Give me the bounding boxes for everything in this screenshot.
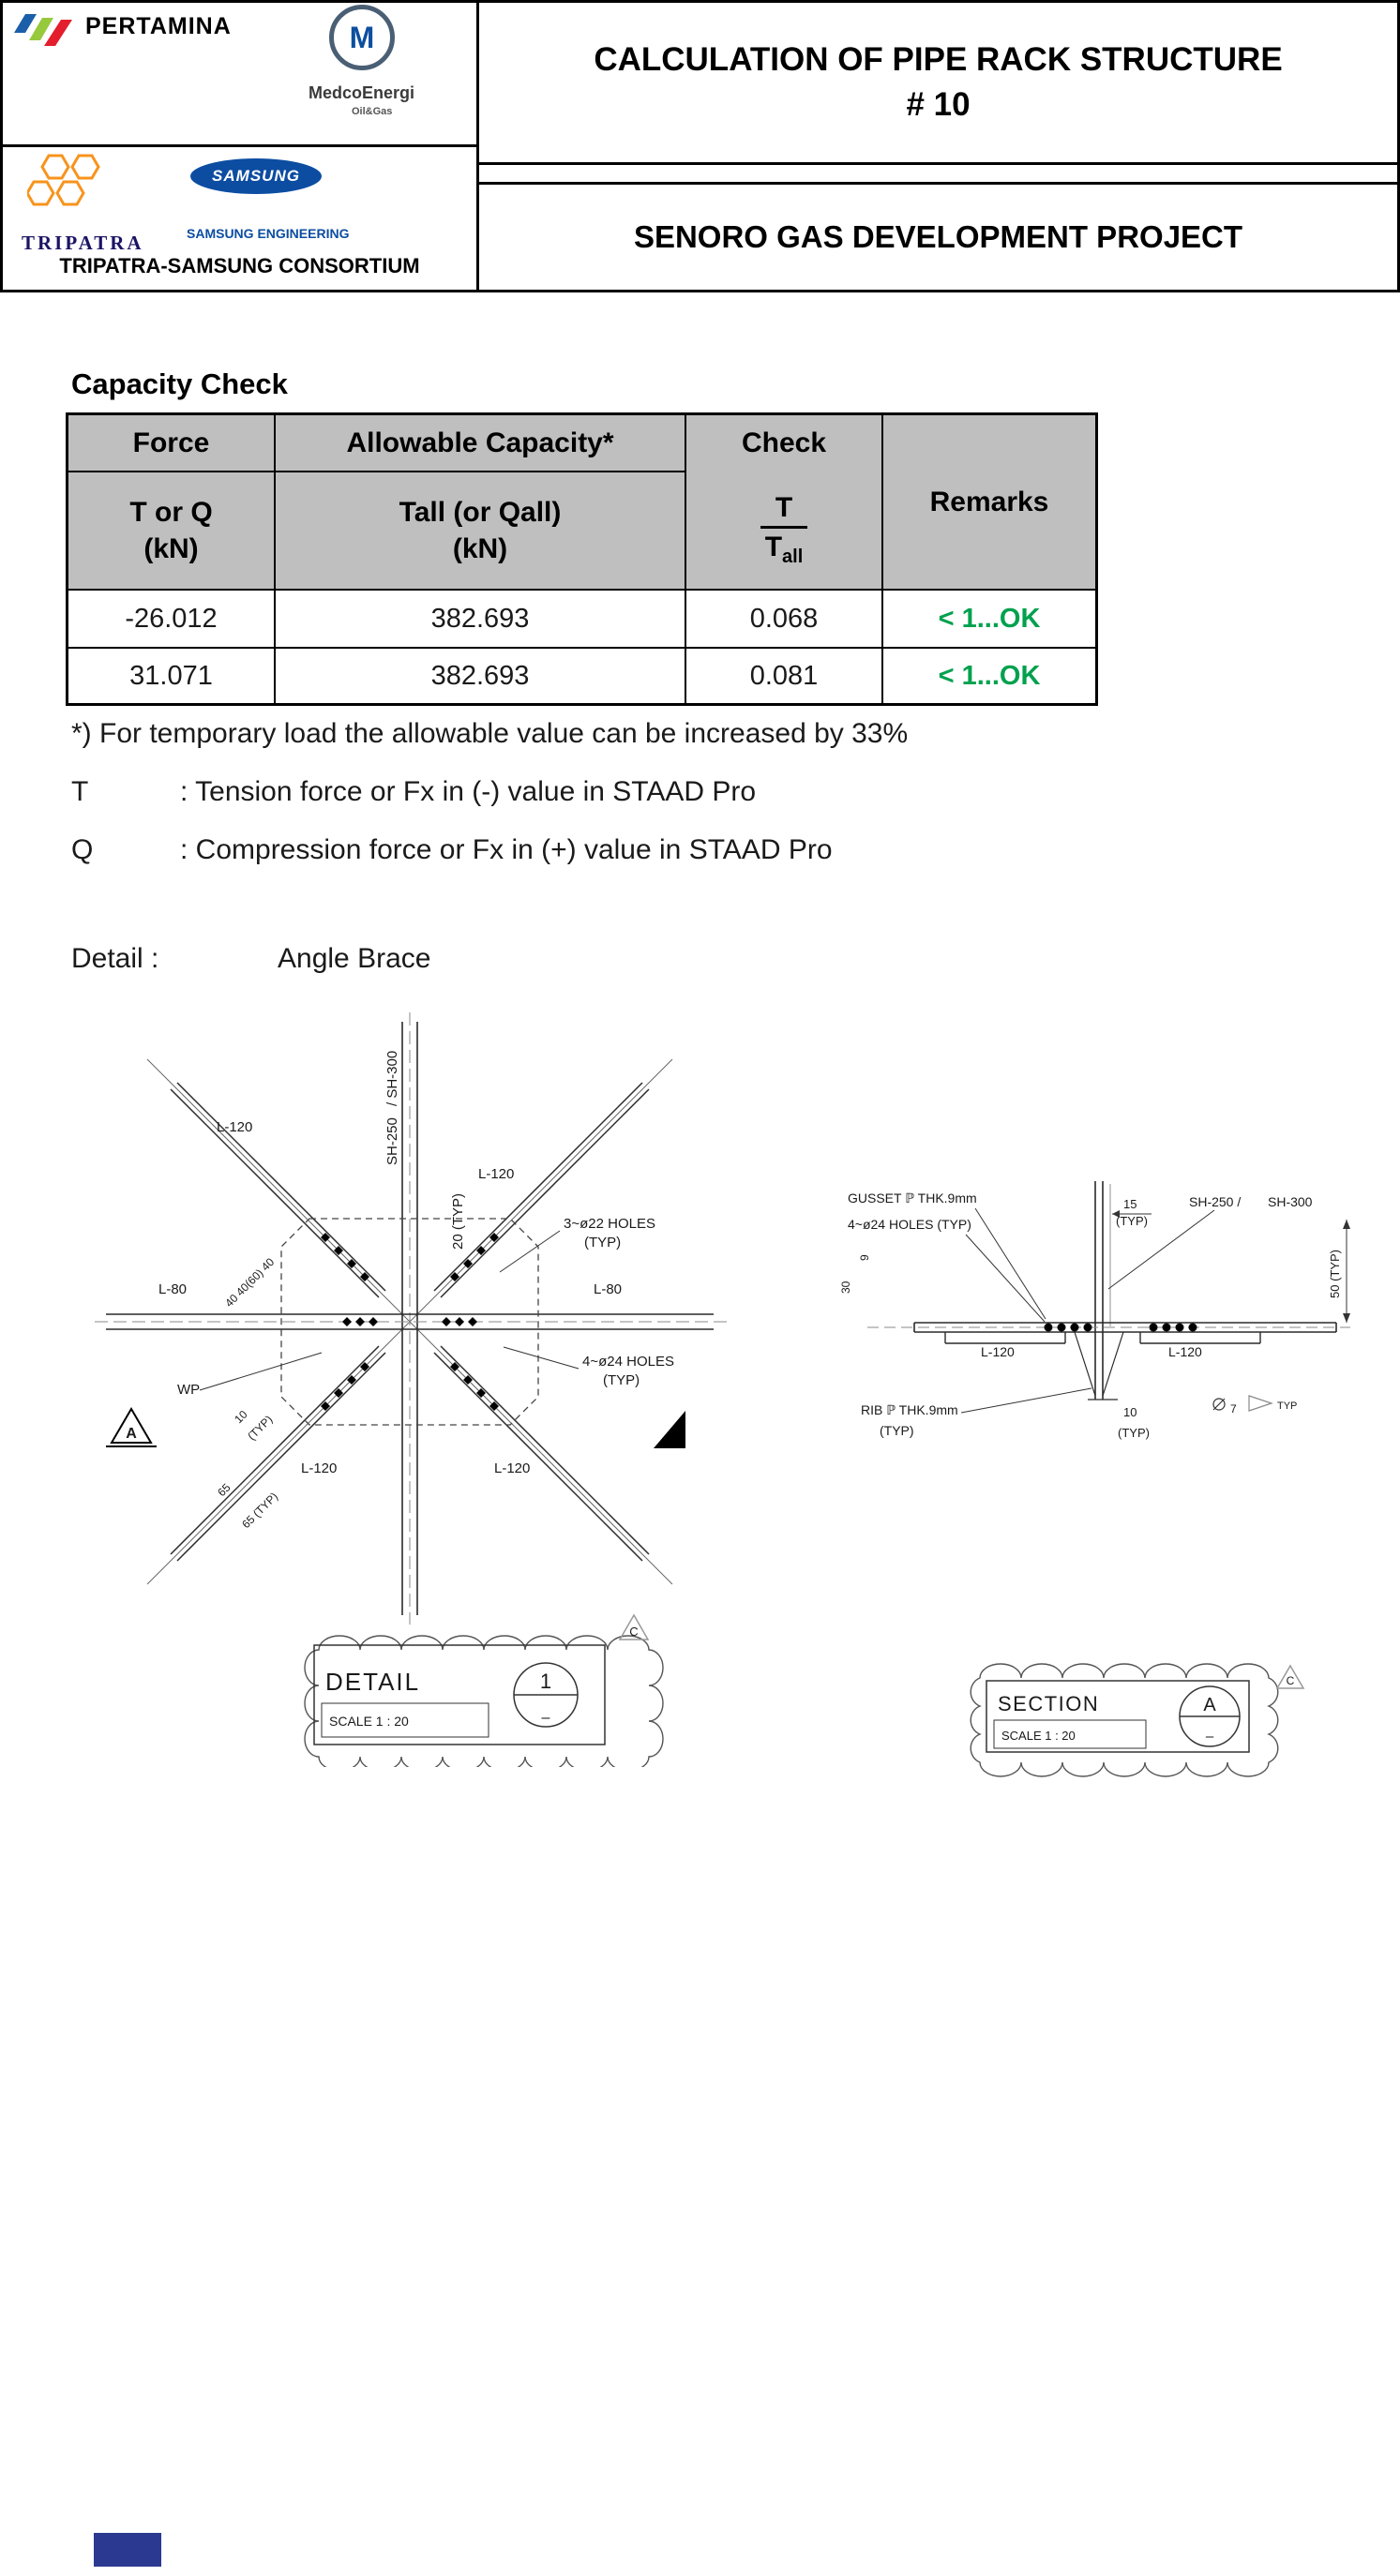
legend-desc-t: : Tension force or Fx in (-) value in STAAD Pro — [180, 776, 757, 807]
label-holes22-typ: (TYP) — [584, 1235, 622, 1251]
cell-check: 0.068 — [685, 591, 881, 647]
cell-allowable: 382.693 — [274, 647, 685, 703]
label-dim30: 30 — [839, 1281, 852, 1294]
capacity-table-header — [68, 415, 1095, 591]
col-force-sub1: T or Q — [129, 497, 213, 528]
label-l120-left: L-120 — [981, 1344, 1015, 1359]
dim-50 — [1343, 1220, 1350, 1323]
label-dim15-typ: (TYP) — [1116, 1214, 1148, 1228]
tripatra-wordmark: TRIPATRA — [22, 232, 144, 254]
label-l80-left: L-80 — [158, 1281, 188, 1297]
header-block — [0, 0, 1400, 292]
cell-allowable: 382.693 — [274, 591, 685, 647]
col-force — [68, 415, 274, 589]
label-weld-num: 7 — [1230, 1402, 1237, 1415]
col-remarks-title: Remarks — [881, 415, 1095, 589]
section-labels — [839, 1191, 1342, 1440]
label-dim10-typ: (TYP) — [1118, 1426, 1150, 1440]
medco-m-letter: M — [349, 20, 375, 54]
pertamina-arrows-icon — [12, 5, 74, 48]
medco-circle-icon — [329, 5, 395, 70]
cell-remarks-status: < 1...OK — [881, 647, 1095, 703]
table-row — [68, 591, 1095, 647]
leader-lines — [200, 1231, 579, 1390]
samsung-oval-icon — [190, 158, 322, 194]
revision-flag-letter: C — [629, 1625, 639, 1639]
medco-subtitle: Oil&Gas — [352, 106, 393, 117]
weld-symbol-icon — [1213, 1396, 1272, 1411]
detail-bubble-dash: – — [541, 1710, 550, 1726]
label-sh250: SH-250 — [384, 1117, 400, 1165]
label-dim10: 10 — [1123, 1405, 1137, 1419]
table-row — [68, 647, 1095, 703]
project-title: SENORO GAS DEVELOPMENT PROJECT — [633, 219, 1243, 254]
label-dim50: 50 (TYP) — [1328, 1249, 1342, 1298]
label-holes24-typ: (TYP) — [603, 1372, 640, 1388]
label-dim15: 15 — [1123, 1197, 1137, 1211]
label-l120-bottom-left: L-120 — [301, 1460, 338, 1476]
detail-labels — [158, 1051, 674, 1531]
label-dim10-typ: (TYP) — [245, 1413, 276, 1444]
label-rib-typ: (TYP) — [880, 1423, 914, 1438]
cell-force: 31.071 — [68, 647, 274, 703]
footer-blue-mark — [94, 2533, 161, 2567]
label-sh300: / SH-300 — [384, 1050, 400, 1106]
detail-label: Detail : — [71, 943, 159, 974]
samsung-engineering-label: SAMSUNG ENGINEERING — [187, 226, 350, 241]
detail-bubble-title: DETAIL — [325, 1668, 421, 1696]
label-dim20: 20 (TYP) — [450, 1192, 466, 1250]
footnote-temporary-load: *) For temporary load the allowable value can be increased by 33% — [71, 718, 909, 749]
col-allowable — [274, 415, 685, 589]
document-title — [479, 3, 1397, 162]
section-drawing — [825, 1167, 1397, 1786]
label-rib: RIB ℙ THK.9mm — [861, 1402, 958, 1417]
label-holes24: 4~ø24 HOLES — [582, 1354, 674, 1370]
label-dims40: 40 40(60) 40 — [222, 1255, 278, 1310]
detail-scale-label: SCALE 1 : 20 — [329, 1714, 409, 1729]
capacity-heading: Capacity Check — [71, 367, 288, 400]
label-holes24: 4~ø24 HOLES (TYP) — [848, 1217, 971, 1232]
cell-force: -26.012 — [125, 603, 218, 634]
cell-check: 0.081 — [685, 647, 881, 703]
section-bubble — [971, 1664, 1303, 1776]
label-holes22: 3~ø22 HOLES — [564, 1216, 655, 1232]
detail-drawing — [80, 1008, 755, 1767]
detail-bubble — [305, 1615, 663, 1767]
label-dim65-typ: 65 (TYP) — [239, 1490, 281, 1532]
label-gusset: GUSSET ℙ THK.9mm — [848, 1191, 977, 1206]
check-fraction — [686, 471, 881, 587]
section-bubble-dash: – — [1205, 1729, 1214, 1745]
col-force-title: Force — [68, 415, 274, 472]
header-right-line1 — [479, 162, 1397, 165]
detail-bubble-number: 1 — [539, 1670, 552, 1693]
samsung-wordmark: SAMSUNG — [212, 167, 300, 185]
consortium-label: TRIPATRA-SAMSUNG CONSORTIUM — [59, 254, 420, 277]
section-marker-a-letter: A — [126, 1426, 137, 1442]
col-force-subheader — [68, 472, 274, 589]
col-check-title: Check — [741, 427, 827, 458]
col-check — [685, 415, 881, 589]
detail-value: Angle Brace — [278, 943, 431, 974]
medco-wordmark: MedcoEnergi — [309, 83, 415, 102]
col-allowable-title: Allowable Capacity* — [276, 415, 685, 472]
solid-flag-icon — [654, 1411, 685, 1448]
col-force-sub2: (kN) — [143, 533, 199, 564]
pertamina-logo — [12, 5, 232, 48]
capacity-table — [66, 412, 1098, 706]
label-dim10: 10 — [232, 1407, 250, 1427]
pertamina-wordmark: PERTAMINA — [85, 12, 232, 39]
leader-lines — [961, 1208, 1214, 1413]
section-bubble-letter: A — [1203, 1695, 1216, 1715]
label-l120-bottom-right: L-120 — [494, 1460, 531, 1476]
document-title-line1: CALCULATION OF PIPE RACK STRUCTURE — [594, 41, 1283, 78]
check-fraction-numerator: T — [760, 489, 807, 529]
col-allowable-sub1: Tall (or Qall) — [399, 497, 562, 528]
legend-term-q: Q — [71, 834, 94, 865]
label-l120-top-right: L-120 — [478, 1166, 515, 1182]
check-fraction-denominator: $T_{all}$ — [764, 531, 804, 567]
section-marker-a — [106, 1409, 157, 1446]
label-sh250: SH-250 / — [1189, 1194, 1242, 1209]
cell-remarks-status: < 1...OK — [881, 591, 1095, 647]
label-sh300: SH-300 — [1268, 1194, 1313, 1209]
label-dim9: 9 — [858, 1254, 871, 1261]
vertical-member — [1095, 1181, 1103, 1400]
col-allowable-subheader — [276, 472, 685, 589]
label-wp: WP — [177, 1382, 201, 1398]
section-scale-label: SCALE 1 : 20 — [1001, 1729, 1076, 1743]
label-dim65: 65 — [215, 1480, 233, 1500]
header-left-divider — [3, 144, 476, 147]
tripatra-hexagons-icon — [27, 151, 113, 226]
label-l120-top-left: L-120 — [217, 1119, 253, 1135]
legend-term-t: T — [71, 776, 89, 807]
legend-desc-q: : Compression force or Fx in (+) value in STAAD Pro — [180, 834, 833, 865]
label-weld-typ: TYP — [1277, 1400, 1298, 1412]
revision-flag-letter: C — [1286, 1674, 1295, 1687]
col-allowable-sub2: (kN) — [452, 533, 508, 564]
document-title-line2: # 10 — [906, 86, 971, 123]
label-l80-right: L-80 — [594, 1281, 623, 1297]
label-l120-right: L-120 — [1168, 1344, 1202, 1359]
cloud-outline — [305, 1636, 663, 1767]
rib-plate — [1075, 1332, 1123, 1400]
section-bubble-title: SECTION — [998, 1692, 1100, 1715]
